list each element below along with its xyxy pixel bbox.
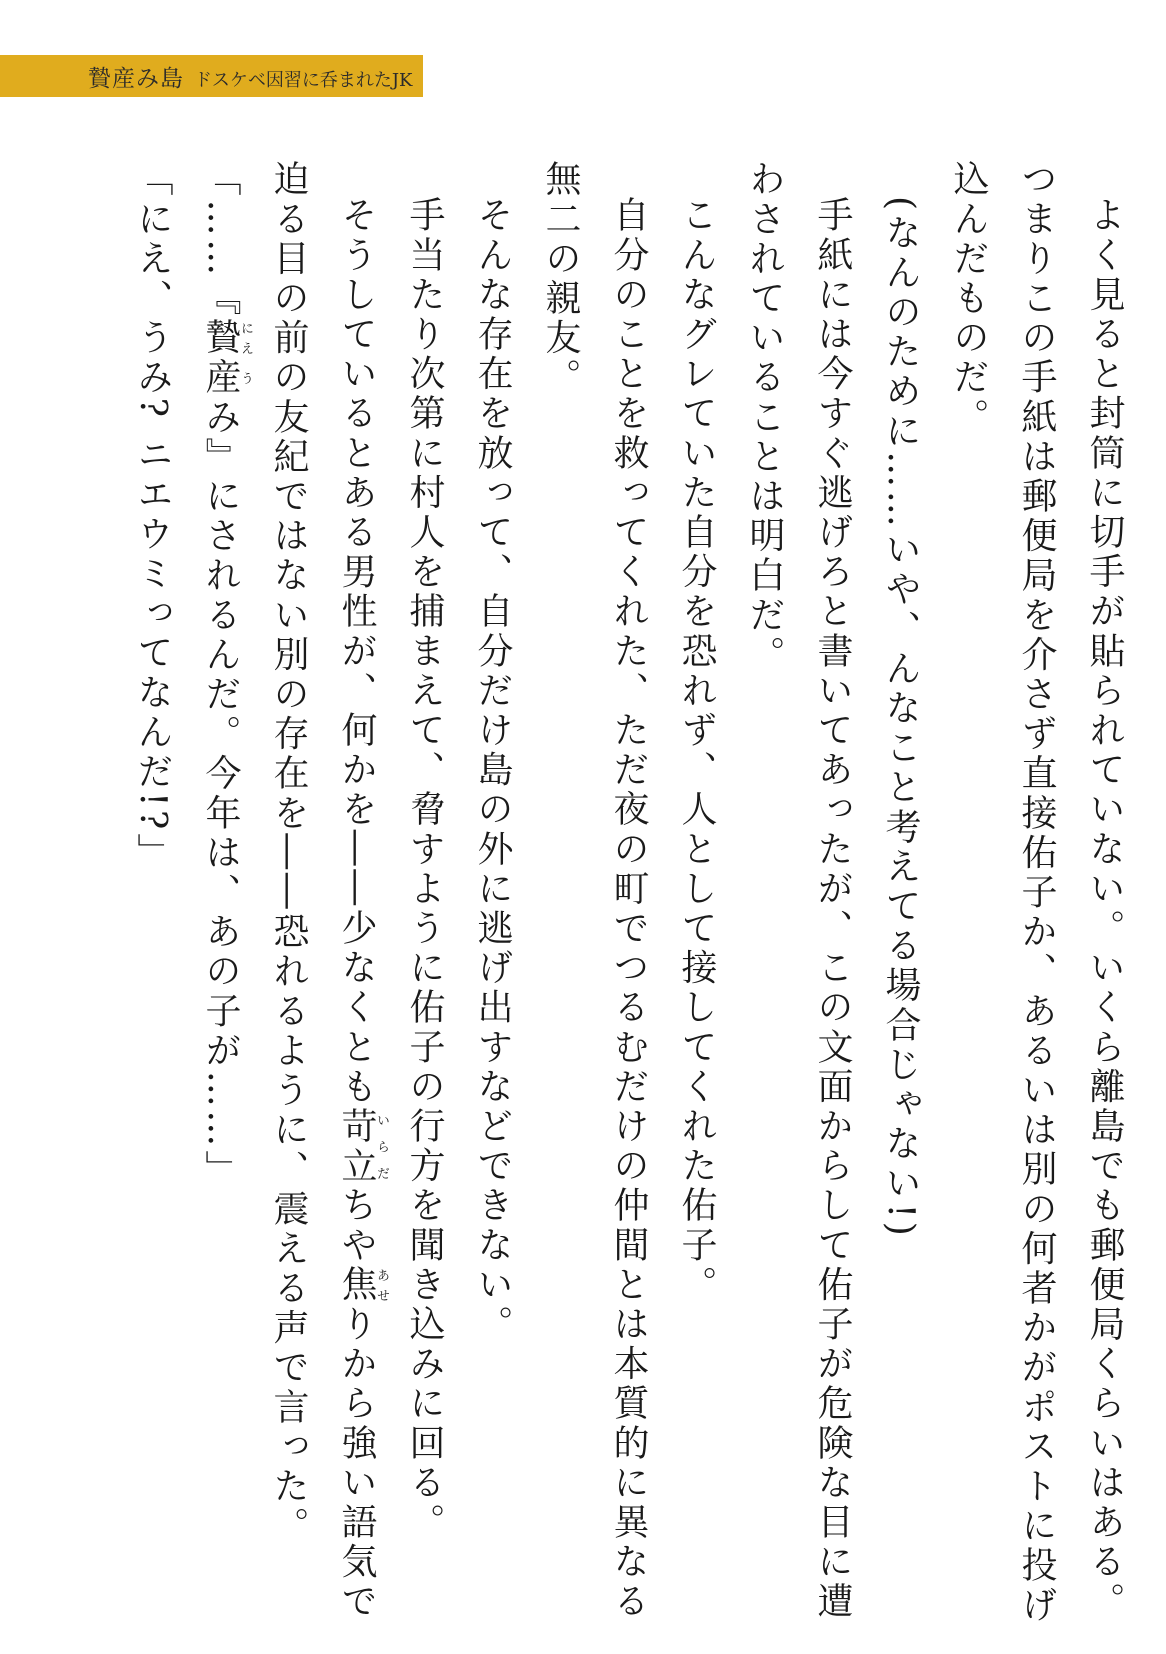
text-run: 手紙には今すぐ逃げろと書いてあったが、この文面からして佑子が危険な目に遭わされていることは明白だ。 <box>744 160 853 1622</box>
ruby-annotated-word: 焦あせ <box>336 1265 389 1305</box>
text-run: 手当たり次第に村人を捕まえて、脅すように佑子の行方を聞き込みに回る。 <box>404 196 445 1543</box>
paragraph <box>934 160 1138 1640</box>
text-run: こんなグレていた自分を恐れず、人として接してくれた佑子。 <box>676 196 717 1305</box>
paragraph <box>254 160 390 1640</box>
text-run: そうしているとある男性が、何かを――少なくとも <box>336 196 377 1107</box>
paragraph <box>662 160 730 1640</box>
text-run: 「……『 <box>200 160 241 319</box>
paragraph <box>458 160 526 1640</box>
text-run: そんな存在を放って、自分だけ島の外に逃げ出すなどできない。 <box>472 196 513 1345</box>
paragraph <box>186 160 254 1640</box>
paragraph <box>118 160 186 1640</box>
text-run: りから強い語気で迫る目の前の友紀ではない別の存在を――恐れるように、震える声で言った。 <box>268 160 377 1622</box>
paragraph <box>526 160 662 1640</box>
book-title: 贄産み島 <box>88 65 184 92</box>
text-run: 「にえ、うみ? ニエウミってなんだ!?」 <box>132 160 173 873</box>
text-run: ちや <box>336 1186 377 1266</box>
furigana: あせ <box>374 1265 389 1305</box>
novel-body-text <box>78 160 1138 1640</box>
furigana: にえ <box>238 318 253 358</box>
text-run: 自分のことを救ってくれた、ただ夜の町でつるむだけの仲間とは本質的に異なる無二の親友。 <box>540 160 649 1622</box>
ruby-annotated-word: 贄にえ <box>200 318 253 359</box>
header-band <box>0 55 423 97</box>
text-run: み』にされるんだ。今年は、あの子が……」 <box>200 397 241 1190</box>
ruby-annotated-word: 苛立いらだ <box>336 1106 389 1187</box>
book-subtitle: ドスケベ因習に呑まれたJK <box>194 69 413 91</box>
running-header <box>88 60 412 93</box>
ruby-annotated-word: 産う <box>200 358 253 398</box>
furigana: いらだ <box>374 1106 389 1186</box>
paragraph <box>730 160 866 1640</box>
furigana: う <box>238 358 253 398</box>
paragraph <box>866 160 934 1640</box>
text-run: (なんのために……いや、んなこと考えてる場合じゃない!) <box>880 196 921 1240</box>
text-run: よく見ると封筒に切手が貼られていない。いくら離島でも郵便局くらいはある。つまりこの手紙は郵便局を介さず直接佑子か、あるいは別の何者かがポストに投げ込んだものだ。 <box>948 160 1125 1626</box>
paragraph <box>390 160 458 1640</box>
